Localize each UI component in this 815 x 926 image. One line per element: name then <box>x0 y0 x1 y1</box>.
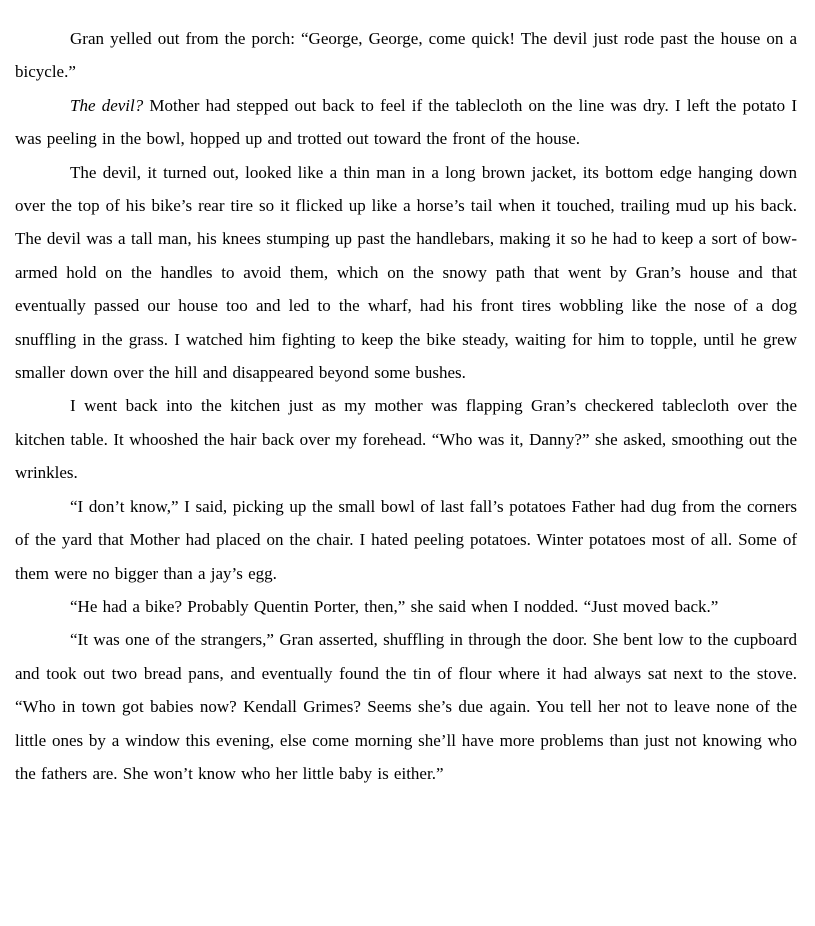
paragraph <box>15 89 797 156</box>
paragraph <box>15 623 797 790</box>
paragraph-italic-lead: The devil? <box>70 95 144 115</box>
paragraph-text: The devil, it turned out, looked like a thin man in a long brown jacket, its bottom edge hanging down over the top of his bike’s rear tire so it flicked up like a horse’s tail when it touched, trailing mud up his back. The devil was a tall man, his knees stumping up past the handlebars, making it so he had to keep a sort of bow-armed hold on the handles to avoid them, which on the snowy path that went by Gran’s house and that eventually passed our house too and led to the wharf, had his front tires wobbling like the nose of a dog snuffling in the grass. I watched him fighting to keep the bike steady, waiting for him to topple, until he grew smaller down over the hill and disappeared beyond some bushes. <box>15 162 797 383</box>
paragraph-text: Mother had stepped out back to feel if the tablecloth on the line was dry. I left the potato I was peeling in the bowl, hopped up and trotted out toward the front of the house. <box>15 95 797 149</box>
paragraph-text: I went back into the kitchen just as my mother was flapping Gran’s checkered tablecloth over the kitchen table. It whooshed the hair back over my forehead. “Who was it, Danny?” she asked, smoothing out the wrinkles. <box>15 396 797 483</box>
paragraph-text: “He had a bike? Probably Quentin Porter, then,” she said when I nodded. “Just moved back.” <box>70 596 719 616</box>
paragraph <box>15 389 797 489</box>
paragraph <box>15 22 797 89</box>
paragraph-text: “It was one of the strangers,” Gran asserted, shuffling in through the door. She bent low to the cupboard and took out two bread pans, and eventually found the tin of flour where it had always sat next to the stove. “Who in town got babies now? Kendall Grimes? Seems she’s due again. You tell her not to leave none of the little ones by a window this evening, else come morning she’ll have more problems than just not knowing who the fathers are. She won’t know who her little baby is either.” <box>15 630 797 783</box>
paragraph <box>15 590 797 623</box>
paragraph-text: Gran yelled out from the porch: “George, George, come quick! The devil just rode past the house on a bicycle.” <box>15 29 797 82</box>
paragraph <box>15 156 797 390</box>
paragraph <box>15 490 797 590</box>
paragraph-text: “I don’t know,” I said, picking up the small bowl of last fall’s potatoes Father had dug from the corners of the yard that Mother had placed on the chair. I hated peeling potatoes. Winter potatoes most of all. Some of them were no bigger than a jay’s egg. <box>15 496 797 583</box>
